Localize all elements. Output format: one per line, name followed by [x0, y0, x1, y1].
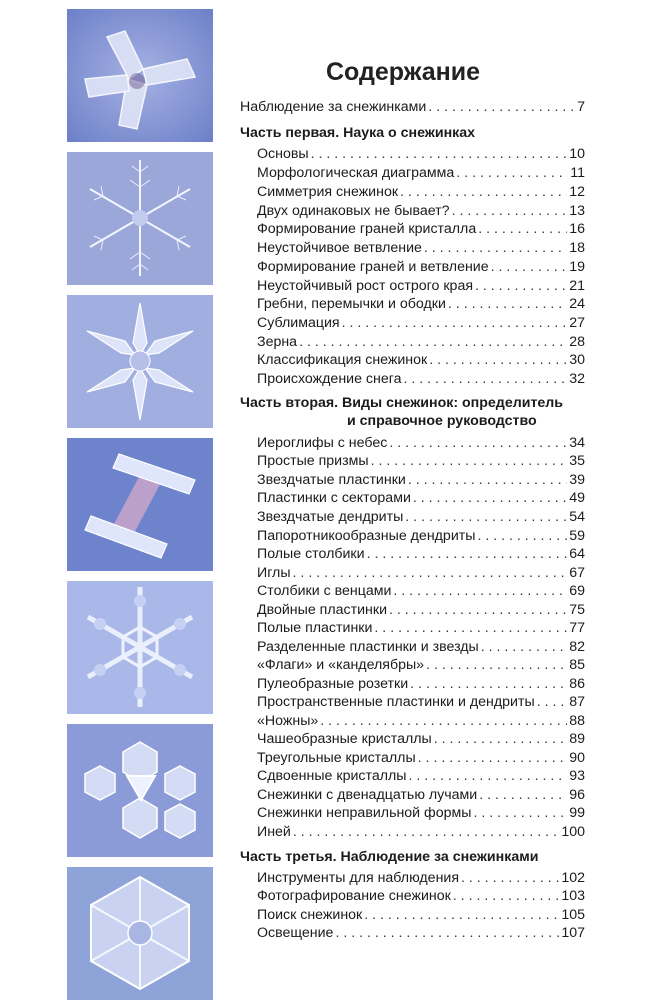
toc-entry-label: Столбики с венцами: [257, 583, 392, 599]
toc-entry-label: Двойные пластинки: [257, 602, 388, 618]
toc-page-number: 11: [570, 165, 585, 181]
toc-page-number: 34: [569, 435, 585, 451]
toc-entry[interactable]: [257, 638, 585, 656]
part2-heading: Часть вторая. Виды снежинок: определитель: [240, 395, 564, 411]
toc-entry-label: Иероглифы с небес: [257, 435, 388, 451]
toc-page-number: 93: [569, 768, 585, 784]
dot-leader: [477, 527, 567, 545]
toc-page-number: 32: [569, 371, 585, 387]
toc-entry-label: Разделенные пластинки и звезды: [257, 639, 479, 655]
toc-entry[interactable]: [257, 730, 585, 748]
toc-page-number: 69: [569, 583, 585, 599]
dot-leader: [456, 164, 568, 182]
dot-leader: [424, 239, 567, 257]
toc-page-number: 103: [561, 888, 585, 904]
toc-page-number: 96: [569, 787, 585, 803]
toc-page-number: 28: [569, 334, 585, 350]
toc-entry[interactable]: [257, 508, 585, 526]
dot-leader: [478, 220, 567, 238]
part3-heading: Часть третья. Наблюдение за снежинками: [240, 849, 539, 865]
toc-page-number: 82: [569, 639, 585, 655]
toc-entry[interactable]: [257, 183, 585, 201]
toc-page-number: 75: [569, 602, 585, 618]
toc-entry[interactable]: [257, 749, 585, 767]
toc-entry[interactable]: [257, 582, 585, 600]
dot-leader: [311, 145, 568, 163]
dot-leader: [342, 314, 568, 332]
toc-entry[interactable]: [257, 823, 585, 841]
dot-leader: [374, 619, 567, 637]
toc-entry[interactable]: [257, 804, 585, 822]
page-title: Содержание: [326, 58, 481, 86]
dot-leader: [320, 712, 567, 730]
toc-entry-label: Двух одинаковых не бывает?: [257, 203, 450, 219]
toc-page-number: 77: [569, 620, 585, 636]
toc-entry-label: Неустойчивое ветвление: [257, 240, 422, 256]
photo-capped-column: [67, 438, 213, 571]
toc-page-number: 99: [569, 805, 585, 821]
toc-page-number: 54: [569, 509, 585, 525]
toc-entry-label: Фотографирование снежинок: [257, 888, 451, 904]
photo-sectored-plate: [67, 724, 213, 857]
toc-entry-label: Пространственные пластинки и дендриты: [257, 694, 535, 710]
toc-page-number: 12: [569, 184, 585, 200]
toc-page-number: 59: [569, 528, 585, 544]
toc-page-number: 87: [569, 694, 585, 710]
toc-entry-label: Снежинки с двенадцатью лучами: [257, 787, 478, 803]
dot-leader: [393, 582, 567, 600]
toc-entry[interactable]: [257, 767, 585, 785]
toc-page-number: 100: [561, 824, 585, 840]
toc-entry-label: Гребни, перемычки и ободки: [257, 296, 446, 312]
dot-leader: [408, 767, 567, 785]
dot-leader: [475, 277, 567, 295]
toc-page-number: 86: [569, 676, 585, 692]
toc-entry-label: Неустойчивый рост острого края: [257, 278, 474, 294]
dot-leader: [434, 730, 567, 748]
dot-leader: [473, 804, 567, 822]
toc-entry-label: Основы: [257, 146, 309, 162]
dot-leader: [400, 183, 567, 201]
toc-entry-label: Сдвоенные кристаллы: [257, 768, 407, 784]
toc-entry[interactable]: [257, 145, 585, 163]
toc-entry-label: Зерна: [257, 334, 298, 350]
toc-entry[interactable]: [257, 370, 585, 388]
toc-entry-label: Происхождение снега: [257, 371, 402, 387]
toc-page-number: 39: [569, 472, 585, 488]
dot-leader: [293, 564, 568, 582]
photo-fernlike-dendrite: [67, 152, 213, 285]
toc-entry-label: Формирование граней и ветвление: [257, 259, 489, 275]
dot-leader: [461, 869, 559, 887]
dot-leader: [481, 638, 567, 656]
toc-entry-label: Инструменты для наблюдения: [257, 870, 460, 886]
toc-entry[interactable]: [257, 675, 585, 693]
toc-entry[interactable]: [257, 489, 585, 507]
dot-leader: [405, 508, 567, 526]
toc-page-number: 7: [577, 99, 585, 115]
dot-leader: [371, 452, 568, 470]
part2-heading-line2: и справочное руководство: [347, 413, 537, 429]
toc-entry[interactable]: [257, 258, 585, 276]
dot-leader: [453, 887, 560, 905]
toc-entry-label: Освещение: [257, 925, 334, 941]
dot-leader: [413, 489, 567, 507]
toc-entry-label: Простые призмы: [257, 453, 369, 469]
toc-entry[interactable]: [257, 924, 585, 942]
toc-entry[interactable]: [257, 295, 585, 313]
toc-entry[interactable]: [257, 527, 585, 545]
toc-entry[interactable]: [257, 471, 585, 489]
toc-entry[interactable]: [257, 906, 585, 924]
toc-entry-label: Сублимация: [257, 315, 340, 331]
photo-hexagonal-plate: [67, 867, 213, 1000]
toc-page-number: 10: [569, 146, 585, 162]
toc-entry[interactable]: [257, 277, 585, 295]
toc-page-number: 49: [569, 490, 585, 506]
dot-leader: [364, 906, 559, 924]
toc-page-number: 67: [569, 565, 585, 581]
toc-entry-label: Классификация снежинок: [257, 352, 428, 368]
toc-page-number: 105: [561, 907, 585, 923]
dot-leader: [537, 693, 568, 711]
toc-entry-label: Пулеобразные розетки: [257, 676, 409, 692]
toc-entry[interactable]: [257, 452, 585, 470]
toc-entry[interactable]: [257, 434, 585, 452]
toc-page-number: 89: [569, 731, 585, 747]
dot-leader: [452, 202, 568, 220]
toc-entry[interactable]: [257, 869, 585, 887]
toc-page-number: 16: [569, 221, 585, 237]
toc-page-number: 102: [561, 870, 585, 886]
toc-page-number: 85: [569, 657, 585, 673]
toc-page-number: 18: [569, 240, 585, 256]
photo-stellar-plate: [67, 295, 213, 428]
toc-page-number: 107: [561, 925, 585, 941]
photo-bowtie-crystal: [67, 9, 213, 142]
toc-entry-label: Треугольные кристаллы: [257, 750, 416, 766]
toc-entry-label: Симметрия снежинок: [257, 184, 399, 200]
dot-leader: [299, 333, 567, 351]
toc-entry-label: Пластинки с секторами: [257, 490, 411, 506]
toc-page-number: 90: [569, 750, 585, 766]
toc-entry[interactable]: [257, 220, 585, 238]
dot-leader: [389, 434, 567, 452]
toc-page-number: 88: [569, 713, 585, 729]
dot-leader: [429, 351, 567, 369]
toc-entry[interactable]: [257, 314, 585, 332]
toc-entry[interactable]: [257, 619, 585, 637]
dot-leader: [335, 924, 559, 942]
toc-entry-label: Иней: [257, 824, 291, 840]
toc-page-number: 27: [569, 315, 585, 331]
dot-leader: [479, 786, 567, 804]
toc-entry[interactable]: [257, 601, 585, 619]
toc-entry[interactable]: [257, 351, 585, 369]
toc-entry[interactable]: [257, 164, 585, 182]
toc-page-number: 35: [569, 453, 585, 469]
part1-heading: Часть первая. Наука о снежинках: [240, 125, 476, 141]
toc-entry[interactable]: [257, 545, 585, 563]
toc-entry[interactable]: [257, 887, 585, 905]
dot-leader: [418, 749, 568, 767]
toc-entry-label: Формирование граней кристалла: [257, 221, 477, 237]
dot-leader: [404, 370, 568, 388]
toc-entry-label: Поиск снежинок: [257, 907, 363, 923]
dot-leader: [491, 258, 568, 276]
photo-stellar-dendrite: [67, 581, 213, 714]
toc-entry-label: Папоротникообразные дендриты: [257, 528, 476, 544]
toc-entry-label: Иглы: [257, 565, 291, 581]
dot-leader: [389, 601, 567, 619]
dot-leader: [426, 656, 567, 674]
toc-entry-intro[interactable]: [240, 98, 585, 116]
toc-entry[interactable]: [257, 333, 585, 351]
toc-entry[interactable]: [257, 786, 585, 804]
toc-page-number: 64: [569, 546, 585, 562]
toc-entry-label: Наблюдение за снежинками: [240, 99, 427, 115]
dot-leader: [428, 98, 575, 116]
toc-page-number: 21: [569, 278, 585, 294]
toc-entry[interactable]: [257, 693, 585, 711]
toc-page-number: 24: [569, 296, 585, 312]
dot-leader: [410, 675, 567, 693]
toc-entry[interactable]: [257, 239, 585, 257]
dot-leader: [448, 295, 567, 313]
dot-leader: [293, 823, 559, 841]
toc-entry-label: Звездчатые дендриты: [257, 509, 404, 525]
toc-entry-label: Чашеобразные кристаллы: [257, 731, 432, 747]
toc-entry[interactable]: [257, 656, 585, 674]
toc-entry-label: Морфологическая диаграмма: [257, 165, 455, 181]
toc-page-number: 19: [569, 259, 585, 275]
dot-leader: [408, 471, 567, 489]
toc-entry-label: «Ножны»: [257, 713, 319, 729]
toc-entry[interactable]: [257, 564, 585, 582]
toc-entry[interactable]: [257, 202, 585, 220]
toc-page-number: 30: [569, 352, 585, 368]
toc-entry-label: Снежинки неправильной формы: [257, 805, 472, 821]
toc-entry-label: Звездчатые пластинки: [257, 472, 406, 488]
toc-page-number: 13: [569, 203, 585, 219]
toc-entry[interactable]: [257, 712, 585, 730]
dot-leader: [367, 545, 568, 563]
toc-entry-label: Полые столбики: [257, 546, 365, 562]
toc-entry-label: «Флаги» и «канделябры»: [257, 657, 425, 673]
toc-entry-label: Полые пластинки: [257, 620, 373, 636]
